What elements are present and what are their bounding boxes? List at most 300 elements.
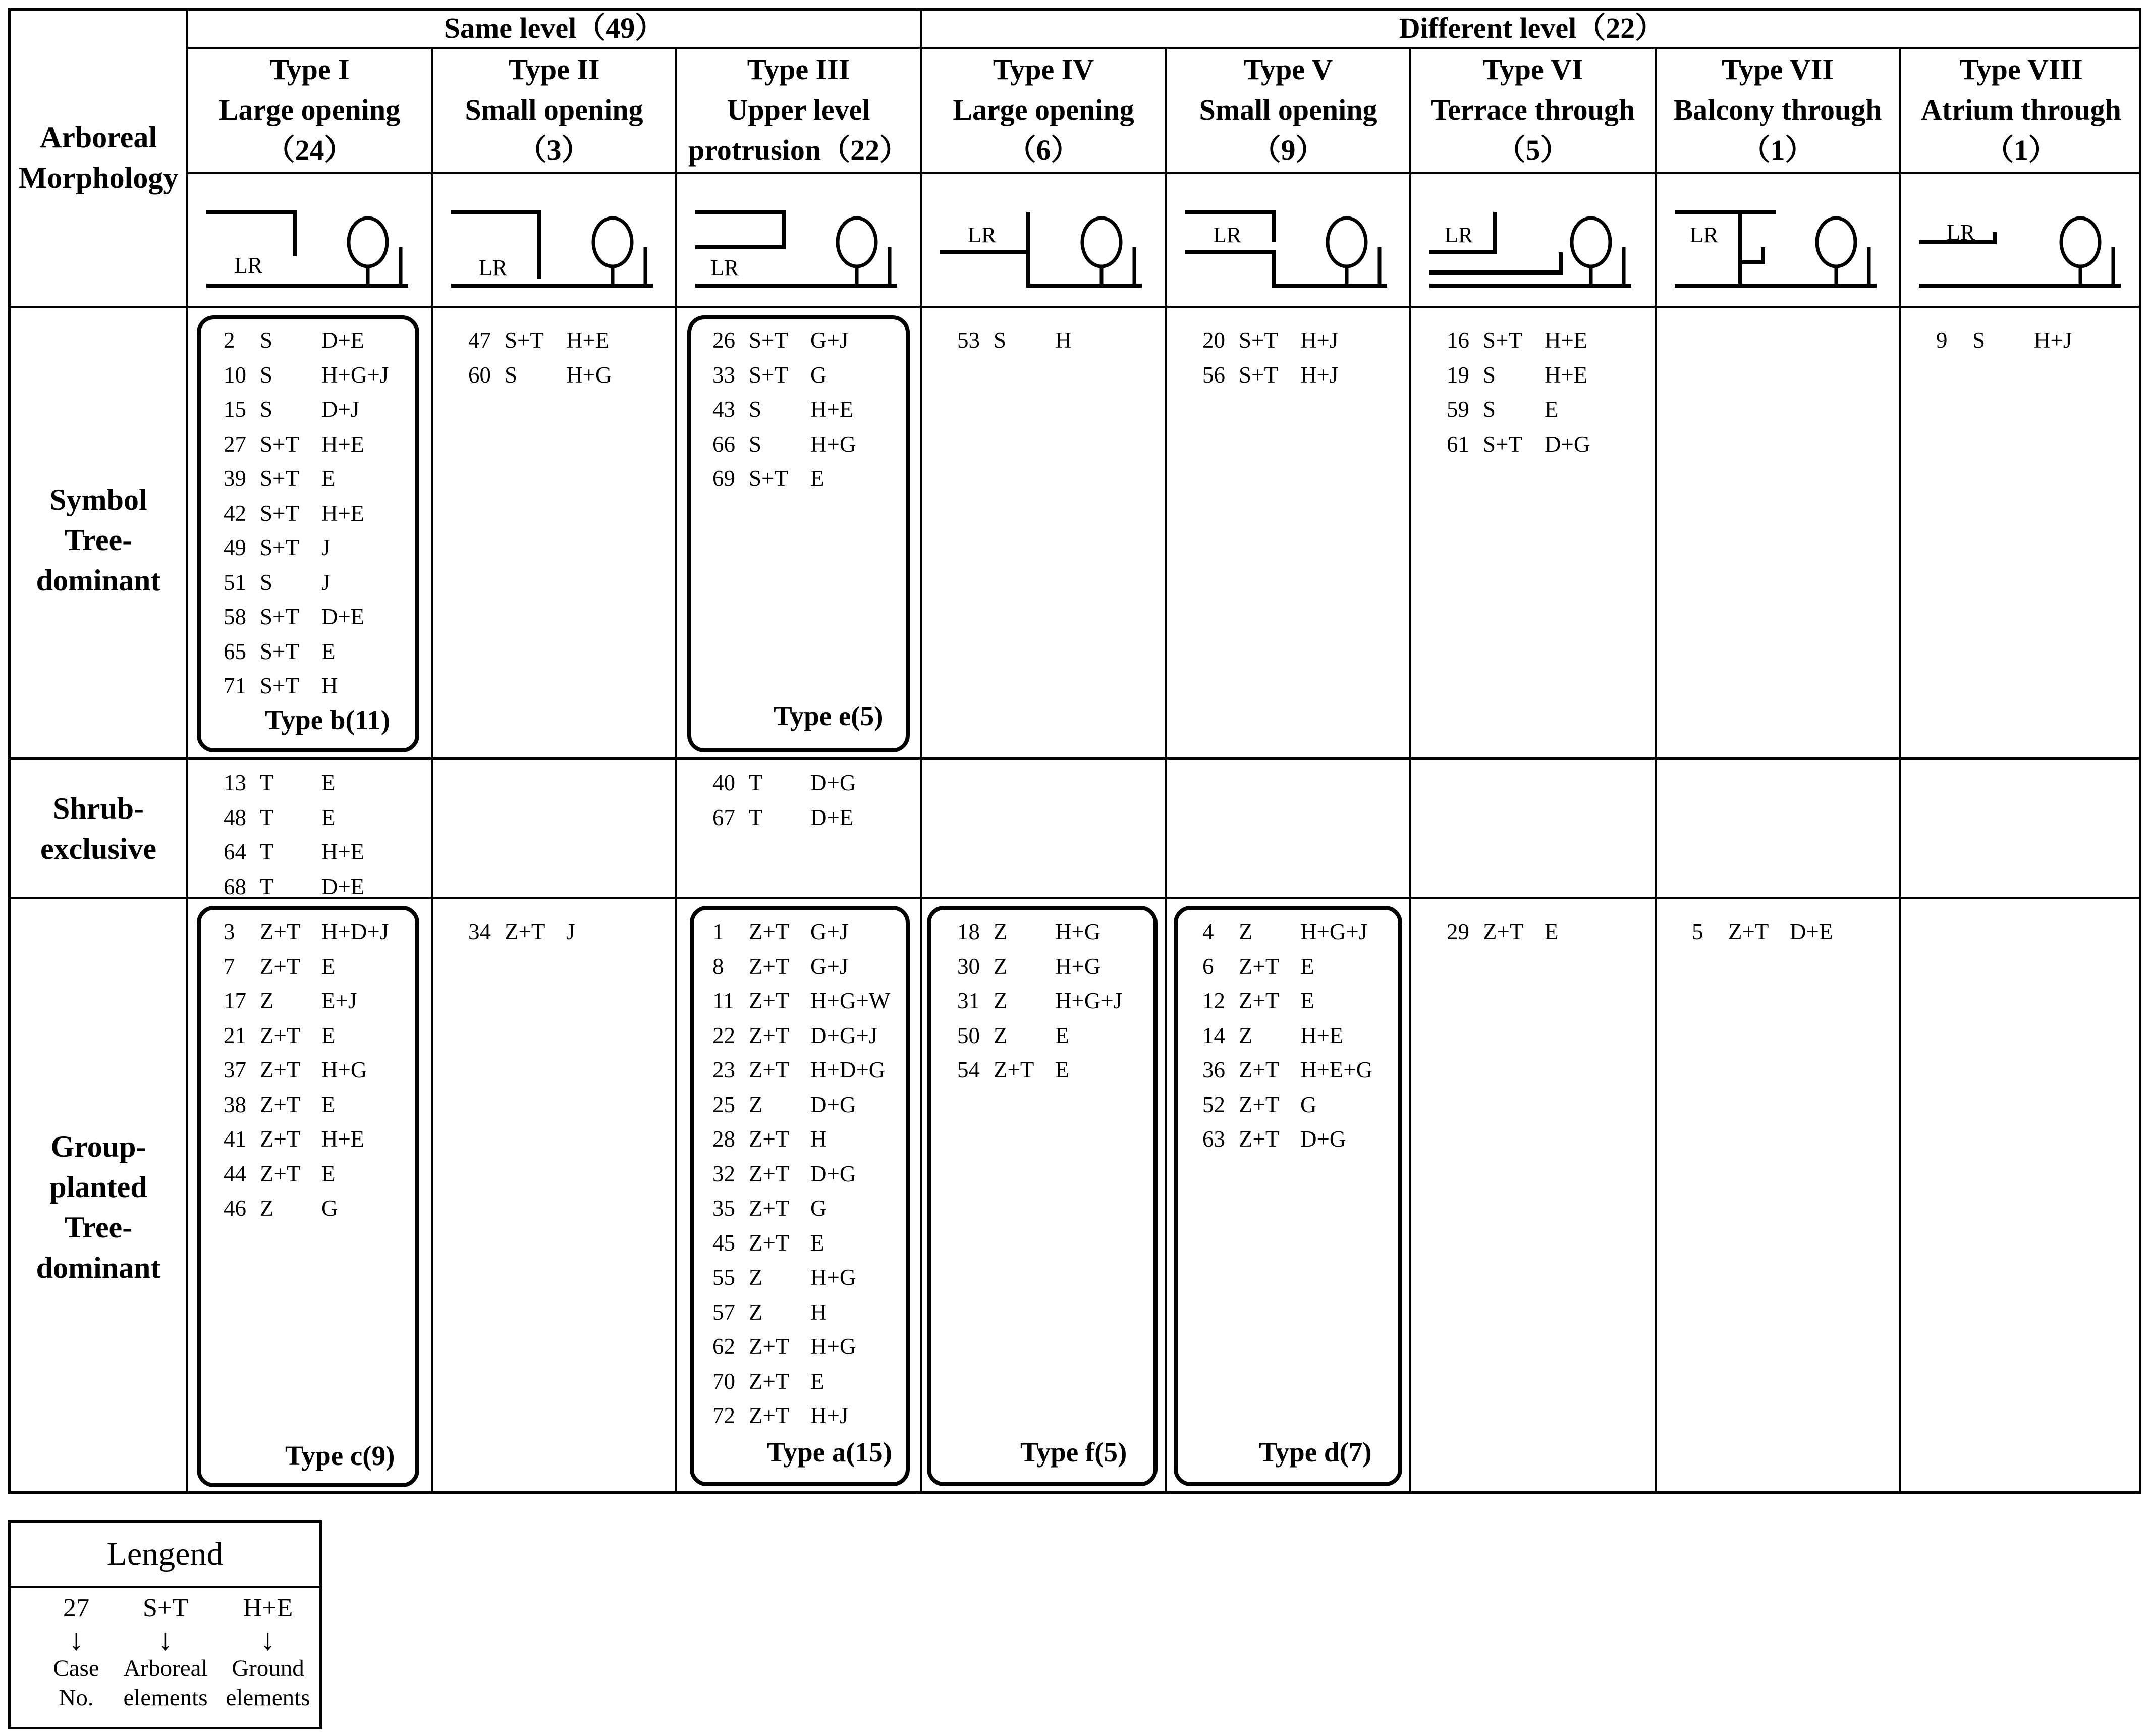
arboreal-elements: Z+T: [749, 988, 790, 1013]
case-number: 59: [1447, 397, 1469, 422]
case-entry: [468, 323, 612, 358]
type-header-count: （1）: [1741, 134, 1814, 167]
case-number: 44: [224, 1161, 246, 1186]
arboreal-elements: Z+T: [260, 919, 301, 944]
case-number: 62: [712, 1334, 735, 1359]
row-label-symbol-tree-dominant: [11, 479, 186, 601]
ground-elements: D+G+J: [810, 1022, 878, 1048]
ground-elements: G: [810, 362, 827, 388]
case-number: 32: [712, 1161, 735, 1186]
case-number: 25: [712, 1092, 735, 1117]
arboreal-elements: Z: [994, 1022, 1008, 1048]
arboreal-elements: S: [260, 362, 273, 388]
arboreal-elements: T: [260, 839, 274, 864]
case-number: 28: [712, 1126, 735, 1152]
arboreal-elements: Z+T: [1483, 919, 1524, 944]
arboreal-elements: S+T: [1483, 431, 1522, 457]
arboreal-elements: Z+T: [749, 1161, 790, 1186]
diagram-wall: [1185, 252, 1387, 286]
legend-item-label: Case: [53, 1655, 99, 1681]
legend-item-case-no: [26, 1591, 127, 1712]
grid-line-h: [8, 306, 2141, 308]
legend-item-value: H+E: [243, 1594, 293, 1622]
ground-elements: D+E: [321, 328, 365, 353]
ground-elements: H+G: [810, 1334, 856, 1359]
type-header-count: （3）: [517, 134, 591, 167]
ground-elements: H+E: [321, 500, 365, 526]
case-number: 4: [1202, 919, 1214, 944]
arboreal-elements: Z: [749, 1092, 763, 1117]
section-diagram: [1919, 192, 2131, 293]
diagram-wall: [1740, 247, 1763, 262]
case-number: 45: [712, 1230, 735, 1256]
grid-line-h: [186, 172, 2141, 174]
type-header-count: （9）: [1251, 134, 1325, 167]
group-label-type-f: Type f(5): [1020, 1437, 1127, 1468]
case-number: 71: [224, 673, 246, 698]
case-number: 3: [224, 919, 235, 944]
grid-line-v: [1165, 47, 1167, 1494]
case-number: 37: [224, 1057, 246, 1082]
down-arrow-icon: ↓: [158, 1623, 173, 1656]
legend-item-label: No.: [59, 1685, 94, 1711]
group-label-type-b: Type b(11): [265, 704, 391, 735]
case-number: 21: [224, 1022, 246, 1048]
type-header-count: protrusion（22）: [688, 134, 909, 167]
type-header-name: Type VI: [1482, 53, 1583, 86]
arboreal-elements: Z+T: [749, 1196, 790, 1221]
arboreal-elements: S: [505, 362, 518, 388]
cell-entries: [468, 914, 575, 949]
type-header: [1657, 49, 1899, 171]
arboreal-elements: S: [260, 397, 273, 422]
arboreal-elements: Z+T: [1239, 953, 1280, 979]
legend-title: Lengend: [11, 1523, 319, 1588]
arboreal-elements: Z: [260, 988, 274, 1013]
type-header-desc: Upper level: [727, 93, 870, 126]
ground-elements: D+G: [1545, 431, 1590, 457]
ground-elements: H: [810, 1299, 827, 1325]
type-header-count: （1）: [1984, 134, 2058, 167]
group-box-type-b: [197, 315, 419, 752]
case-number: 31: [957, 988, 980, 1013]
arboreal-elements: S: [260, 569, 273, 595]
ground-elements: E: [810, 1230, 824, 1256]
arboreal-elements: S+T: [260, 535, 299, 560]
case-number: 7: [224, 953, 235, 979]
ground-elements: D+G: [810, 1092, 856, 1117]
ground-elements: H+E: [1545, 362, 1588, 388]
arboreal-elements: T: [260, 874, 274, 899]
tree-icon: [349, 218, 387, 266]
case-number: 14: [1202, 1022, 1225, 1048]
case-number: 40: [712, 770, 735, 795]
arboreal-elements: S+T: [749, 362, 788, 388]
case-number: 46: [224, 1196, 246, 1221]
arboreal-elements: Z+T: [1728, 919, 1769, 944]
type-header-desc: Balcony through: [1673, 93, 1882, 126]
case-number: 8: [712, 953, 724, 979]
arboreal-elements: Z+T: [260, 1022, 301, 1048]
arboreal-elements: S: [1972, 328, 1986, 353]
case-number: 48: [224, 804, 246, 830]
ground-elements: E: [321, 1092, 336, 1117]
different-level-header: Different level（22）: [1399, 12, 1665, 44]
arboreal-elements: Z+T: [260, 953, 301, 979]
case-number: 29: [1447, 919, 1469, 944]
case-number: 13: [224, 770, 246, 795]
case-number: 72: [712, 1403, 735, 1428]
type-header-count: （24）: [265, 134, 354, 167]
ground-elements: H+E+G: [1300, 1057, 1373, 1082]
ground-elements: D+G: [810, 770, 856, 795]
ground-elements: H+G: [810, 1265, 856, 1290]
section-diagram: [1675, 192, 1887, 293]
ground-elements: G+J: [810, 953, 849, 979]
case-entry: [712, 800, 856, 835]
arboreal-elements: Z+T: [749, 1368, 790, 1394]
arboreal-elements: Z+T: [749, 1334, 790, 1359]
arboreal-elements: S: [749, 397, 762, 422]
row-label-line: Tree-: [64, 523, 133, 557]
case-number: 55: [712, 1265, 735, 1290]
case-entry: [1447, 392, 1590, 427]
legend-item-arboreal: [115, 1591, 216, 1712]
group-label-type-d: Type d(7): [1259, 1437, 1372, 1468]
case-number: 70: [712, 1368, 735, 1394]
ground-elements: E: [1055, 1057, 1069, 1082]
case-entry: [1202, 323, 1338, 358]
arboreal-elements: Z: [749, 1299, 763, 1325]
ground-elements: E: [321, 770, 336, 795]
arboreal-elements: Z+T: [749, 953, 790, 979]
arboreal-elements: Z+T: [260, 1126, 301, 1152]
type-header: [1411, 49, 1655, 171]
arboreal-elements: Z+T: [994, 1057, 1034, 1082]
case-entry: [957, 323, 1072, 358]
ground-elements: H+E: [321, 839, 365, 864]
ground-elements: H: [810, 1126, 827, 1152]
type-header-name: Type IV: [993, 53, 1094, 86]
ground-elements: E: [321, 638, 336, 664]
diagram-wall: [695, 212, 784, 247]
type-header-desc: Terrace through: [1430, 93, 1635, 126]
case-entry: [1447, 358, 1590, 393]
cell-entries: [1936, 323, 2072, 358]
type-header: [1901, 49, 2141, 171]
arboreal-elements: T: [260, 770, 274, 795]
ground-elements: H+G: [321, 1057, 367, 1082]
arboreal-elements: Z+T: [749, 1057, 790, 1082]
ground-elements: D+G: [810, 1161, 856, 1186]
ground-elements: H+E: [321, 431, 365, 457]
diagram-wall: [940, 252, 1142, 286]
arboreal-elements: S: [994, 328, 1007, 353]
arboreal-elements: Z: [260, 1196, 274, 1221]
ground-elements: H+J: [2034, 328, 2072, 353]
arboreal-elements: Z+T: [260, 1092, 301, 1117]
same-level-header: Same level（49）: [444, 12, 665, 44]
legend-item-value: S+T: [142, 1594, 188, 1622]
case-number: 39: [224, 466, 246, 491]
section-diagram: [206, 192, 418, 293]
ground-elements: D+E: [1790, 919, 1833, 944]
corner-header-line: Arboreal: [39, 121, 157, 154]
type-header: [188, 49, 431, 171]
section-diagram: [1429, 192, 1641, 293]
case-number: 27: [224, 431, 246, 457]
grid-line-v: [1655, 47, 1657, 1494]
ground-elements: H+J: [810, 1403, 849, 1428]
case-entry: [468, 914, 575, 949]
ground-elements: G+J: [810, 919, 849, 944]
case-number: 57: [712, 1299, 735, 1325]
section-diagram: [451, 192, 663, 293]
case-number: 10: [224, 362, 246, 388]
case-number: 5: [1692, 919, 1703, 944]
ground-elements: E: [810, 1368, 824, 1394]
ground-elements: E: [1055, 1022, 1069, 1048]
ground-elements: G: [321, 1196, 338, 1221]
cell-entries: [1692, 914, 1833, 949]
ground-elements: E: [321, 804, 336, 830]
case-number: 67: [712, 804, 735, 830]
group-box-type-d: [1174, 906, 1402, 1486]
case-number: 61: [1447, 431, 1469, 457]
case-number: 33: [712, 362, 735, 388]
row-label-line: Shrub-: [52, 792, 144, 825]
legend-item-label: elements: [226, 1685, 310, 1711]
arboreal-elements: S+T: [505, 328, 544, 353]
case-number: 60: [468, 362, 491, 388]
ground-elements: H+G: [1055, 919, 1101, 944]
diagram-label: LR: [710, 255, 739, 280]
cell-entries: [468, 323, 612, 392]
grid-line-h: [8, 757, 2141, 760]
case-entry: [1447, 323, 1590, 358]
grid-line-v: [1409, 47, 1411, 1494]
arboreal-elements: Z+T: [1239, 1092, 1280, 1117]
row-label-line: exclusive: [40, 832, 156, 865]
case-number: 50: [957, 1022, 980, 1048]
ground-elements: H+G: [1055, 953, 1101, 979]
ground-elements: H+G+J: [1300, 919, 1368, 944]
ground-elements: E: [321, 1022, 336, 1048]
grid-line-v: [431, 47, 433, 1494]
type-header: [1167, 49, 1409, 171]
diagram-label: LR: [479, 255, 508, 280]
type-header-name: Type I: [269, 53, 350, 86]
ground-elements: H+D+G: [810, 1057, 886, 1082]
type-header: [922, 49, 1165, 171]
arboreal-elements: Z: [749, 1265, 763, 1290]
diagram-label: LR: [234, 253, 263, 278]
type-header: [433, 49, 675, 171]
case-number: 30: [957, 953, 980, 979]
type-header-count: （6）: [1007, 134, 1080, 167]
case-number: 63: [1202, 1126, 1225, 1152]
type-header-count: （5）: [1496, 134, 1570, 167]
arboreal-elements: Z+T: [1239, 1057, 1280, 1082]
ground-elements: H+E: [1300, 1022, 1344, 1048]
arboreal-elements: Z+T: [749, 1022, 790, 1048]
ground-elements: H+J: [1300, 362, 1339, 388]
case-entry: [224, 800, 364, 835]
tree-icon: [838, 218, 876, 266]
case-number: 68: [224, 874, 246, 899]
grid-line-v: [920, 8, 922, 1494]
grid-line-v: [186, 8, 188, 1494]
legend-item-value: 27: [63, 1594, 89, 1622]
diagram-label: LR: [1213, 223, 1242, 247]
ground-elements: E: [321, 466, 336, 491]
arboreal-elements: T: [749, 804, 763, 830]
ground-elements: H+E: [566, 328, 610, 353]
arboreal-elements: S+T: [260, 466, 299, 491]
ground-elements: H+D+J: [321, 919, 389, 944]
diagram-label: LR: [1947, 220, 1975, 245]
ground-elements: E: [1300, 988, 1314, 1013]
arboreal-elements: Z: [1239, 919, 1253, 944]
ground-elements: J: [566, 919, 575, 944]
row-label-group-planted-tree-dominant: [11, 1126, 186, 1288]
arboreal-elements: Z+T: [749, 1126, 790, 1152]
ground-elements: H+G: [566, 362, 612, 388]
ground-elements: D+E: [810, 804, 854, 830]
case-number: 34: [468, 919, 491, 944]
ground-elements: H+E: [810, 397, 854, 422]
grid-line-v: [1899, 47, 1901, 1494]
case-number: 38: [224, 1092, 246, 1117]
legend-item-ground: [217, 1591, 318, 1712]
ground-elements: H+G+J: [321, 362, 389, 388]
case-number: 23: [712, 1057, 735, 1082]
arboreal-elements: S: [1483, 362, 1496, 388]
section-diagram: [940, 192, 1152, 293]
tree-icon: [1328, 218, 1366, 266]
ground-elements: E: [321, 953, 336, 979]
group-box-type-f: [927, 906, 1158, 1486]
row-label-line: dominant: [36, 564, 161, 597]
case-number: 19: [1447, 362, 1469, 388]
arboreal-elements: S+T: [1239, 362, 1278, 388]
legend-item-label: Arboreal: [123, 1655, 208, 1681]
case-number: 1: [712, 919, 724, 944]
down-arrow-icon: ↓: [69, 1623, 84, 1656]
arboreal-elements: Z: [994, 988, 1008, 1013]
ground-elements: E: [1545, 919, 1559, 944]
arboreal-elements: S: [749, 431, 762, 457]
row-label-line: planted: [49, 1170, 147, 1204]
case-entry: [1447, 914, 1559, 949]
arboreal-elements: S+T: [260, 500, 299, 526]
case-entry: [1692, 914, 1833, 949]
ground-elements: D+E: [321, 604, 365, 629]
down-arrow-icon: ↓: [260, 1623, 275, 1656]
arboreal-elements: Z+T: [1239, 1126, 1280, 1152]
ground-elements: J: [321, 569, 330, 595]
ground-elements: H+E: [1545, 328, 1588, 353]
section-diagram: [1185, 192, 1397, 293]
case-number: 52: [1202, 1092, 1225, 1117]
ground-elements: E: [810, 466, 824, 491]
ground-elements: D+E: [321, 874, 365, 899]
row-label-shrub-exclusive: [11, 788, 186, 869]
ground-elements: H+G+W: [810, 988, 891, 1013]
legend-item-label: Ground: [232, 1655, 304, 1681]
case-number: 43: [712, 397, 735, 422]
grid-line-v: [675, 47, 677, 1494]
arboreal-elements: Z+T: [505, 919, 545, 944]
arboreal-elements: S+T: [749, 328, 788, 353]
arboreal-elements: Z+T: [1239, 988, 1280, 1013]
arboreal-elements: S+T: [1483, 328, 1522, 353]
cell-entries: [1202, 323, 1338, 392]
case-entry: [1202, 358, 1338, 393]
row-label-line: Symbol: [49, 483, 147, 516]
arboreal-elements: Z: [994, 919, 1008, 944]
case-number: 17: [224, 988, 246, 1013]
diagram-label: LR: [968, 223, 997, 247]
case-number: 41: [224, 1126, 246, 1152]
group-label-type-e: Type e(5): [774, 700, 884, 731]
cell-entries: [1447, 914, 1559, 949]
ground-elements: E: [321, 1161, 336, 1186]
type-header-name: Type VIII: [1959, 53, 2083, 86]
case-entry: [224, 835, 364, 870]
row-label-line: dominant: [36, 1251, 161, 1284]
case-number: 26: [712, 328, 735, 353]
type-header-name: Type VII: [1722, 53, 1834, 86]
arboreal-elements: S+T: [260, 638, 299, 664]
arboreal-elements: S+T: [260, 431, 299, 457]
case-number: 22: [712, 1022, 735, 1048]
ground-elements: G: [810, 1196, 827, 1221]
arboreal-elements: S+T: [749, 466, 788, 491]
row-label-line: Tree-: [64, 1211, 133, 1244]
case-number: 12: [1202, 988, 1225, 1013]
row-label-line: Group-: [50, 1130, 146, 1163]
diagram-wall: [206, 212, 295, 256]
ground-elements: E+J: [321, 988, 357, 1013]
case-number: 66: [712, 431, 735, 457]
case-number: 9: [1936, 328, 1948, 353]
cell-entries: [957, 323, 1072, 358]
arboreal-elements: T: [749, 770, 763, 795]
case-number: 20: [1202, 328, 1225, 353]
ground-elements: H+G: [810, 431, 856, 457]
group-label-type-a: Type a(15): [767, 1437, 892, 1468]
case-entry: [224, 870, 364, 904]
arboreal-elements: Z+T: [749, 919, 790, 944]
case-number: 36: [1202, 1057, 1225, 1082]
case-entry: [224, 766, 364, 800]
arboreal-elements: Z+T: [749, 1230, 790, 1256]
case-number: 56: [1202, 362, 1225, 388]
type-header-desc: Large opening: [218, 93, 401, 126]
arboreal-elements: Z+T: [749, 1403, 790, 1428]
type-header-name: Type II: [508, 53, 600, 86]
type-header-name: Type V: [1243, 53, 1333, 86]
diagram-label: LR: [1690, 223, 1719, 247]
section-diagram: [695, 192, 907, 293]
tree-icon: [2061, 218, 2100, 266]
case-number: 51: [224, 569, 246, 595]
group-box-type-a: [690, 906, 910, 1486]
ground-elements: E: [1545, 397, 1559, 422]
type-header-desc: Small opening: [465, 93, 643, 126]
case-number: 15: [224, 397, 246, 422]
